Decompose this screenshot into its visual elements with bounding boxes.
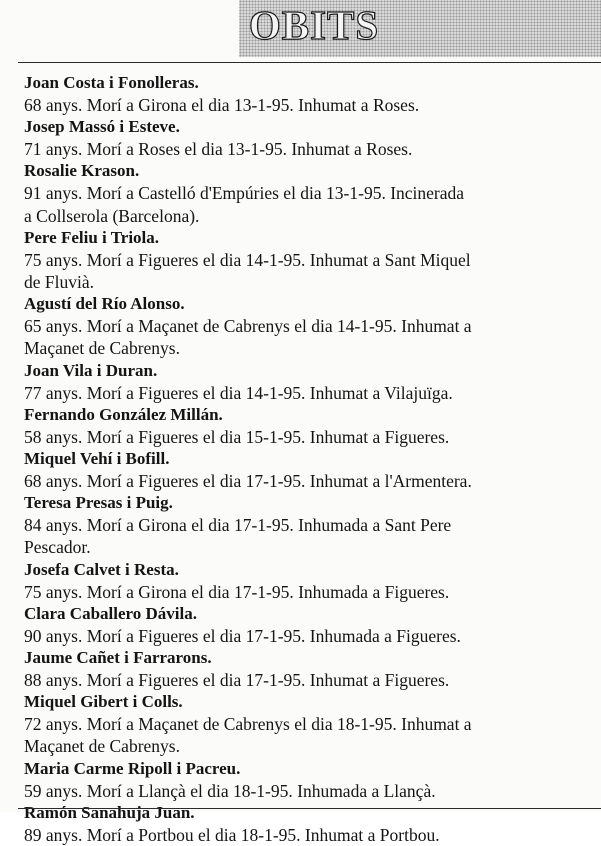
section-title: OBITS xyxy=(248,2,380,48)
deceased-name: Jaume Cañet i Farrarons. xyxy=(24,648,212,668)
obituary-entry xyxy=(24,448,596,492)
deceased-name: Fernando González Millán. xyxy=(24,404,223,424)
deceased-name: Joan Costa i Fonolleras. xyxy=(24,73,199,92)
section-header xyxy=(239,0,601,57)
deceased-name: Ramón Sanahuja Juan. xyxy=(24,802,195,822)
deceased-name: Teresa Presas i Puig. xyxy=(24,493,173,513)
obituary-details: 65 anys. Morí a Maçanet de Cabrenys el dia 14-1-95. Inhumat a Maçanet de Cabrenys. xyxy=(24,316,472,359)
deceased-name: Clara Caballero Dávila. xyxy=(24,603,197,623)
obituary-details: 71 anys. Morí a Roses el dia 13-1-95. Inhumat a Roses. xyxy=(24,139,413,160)
obituary-details: 68 anys. Morí a Girona el dia 13-1-95. Inhumat a Roses. xyxy=(24,95,420,115)
obituary-entry xyxy=(24,116,596,160)
obituary-entry xyxy=(24,293,596,359)
obituary-details: 75 anys. Morí a Figueres el dia 14-1-95. Inhumat a Sant Miquel de Fluvià. xyxy=(24,249,471,293)
obituary-entry xyxy=(24,404,596,448)
obituary-details: 77 anys. Morí a Figueres el dia 14-1-95. Inhumat a Vilajuïga. xyxy=(24,382,453,403)
deceased-name: Rosalie Krason. xyxy=(24,161,140,181)
obituary-entry xyxy=(24,492,596,558)
deceased-name: Joan Vila i Duran. xyxy=(24,360,158,380)
obituary-entry xyxy=(24,360,596,404)
obituary-entry xyxy=(24,691,596,757)
obituary-details: 68 anys. Morí a Figueres el dia 17-1-95. Inhumat a l'Armentera. xyxy=(24,471,472,492)
obituary-details: 88 anys. Morí a Figueres el dia 17-1-95. Inhumat a Figueres. xyxy=(24,670,450,691)
deceased-name: Josefa Calvet i Resta. xyxy=(24,559,179,579)
obituary-details: 91 anys. Morí a Castelló d'Empúries el dia 13-1-95. Incinerada a Collserola (Barcelona). xyxy=(24,183,465,226)
obituary-entry xyxy=(24,160,596,226)
bottom-rule xyxy=(18,808,601,809)
deceased-name: Miquel Gibert i Colls. xyxy=(24,692,183,712)
obituary-details: 90 anys. Morí a Figueres el dia 17-1-95. Inhumada a Figueres. xyxy=(24,625,461,646)
obituary-details: 72 anys. Morí a Maçanet de Cabrenys el dia 18-1-95. Inhumat a Maçanet de Cabrenys. xyxy=(24,714,472,757)
obituary-details: 59 anys. Morí a Llançà el dia 18-1-95. Inhumada a Llançà. xyxy=(24,780,436,801)
deceased-name: Pere Feliu i Triola. xyxy=(24,227,160,247)
obituary-list xyxy=(24,72,596,846)
obituary-details: 58 anys. Morí a Figueres el dia 15-1-95. Inhumat a Figueres. xyxy=(24,426,450,447)
obituary-entry xyxy=(24,603,596,647)
deceased-name: Josep Massó i Esteve. xyxy=(24,117,180,137)
deceased-name: Miquel Vehí i Bofill. xyxy=(24,449,170,469)
obituary-entry xyxy=(24,227,596,293)
deceased-name: Agustí del Río Alonso. xyxy=(24,294,185,314)
obituary-details: 75 anys. Morí a Girona el dia 17-1-95. Inhumada a Figueres. xyxy=(24,581,450,602)
deceased-name: Maria Carme Ripoll i Pacreu. xyxy=(24,758,241,778)
obituary-entry xyxy=(24,72,596,116)
top-rule xyxy=(18,62,601,63)
obituary-entry xyxy=(24,647,596,691)
obituary-details: 89 anys. Morí a Portbou el dia 18-1-95. Inhumat a Portbou. xyxy=(24,824,440,845)
obituary-entry xyxy=(24,758,596,802)
obituary-entry xyxy=(24,559,596,603)
obituary-details: 84 anys. Morí a Girona el dia 17-1-95. Inhumada a Sant Pere Pescador. xyxy=(24,515,452,558)
